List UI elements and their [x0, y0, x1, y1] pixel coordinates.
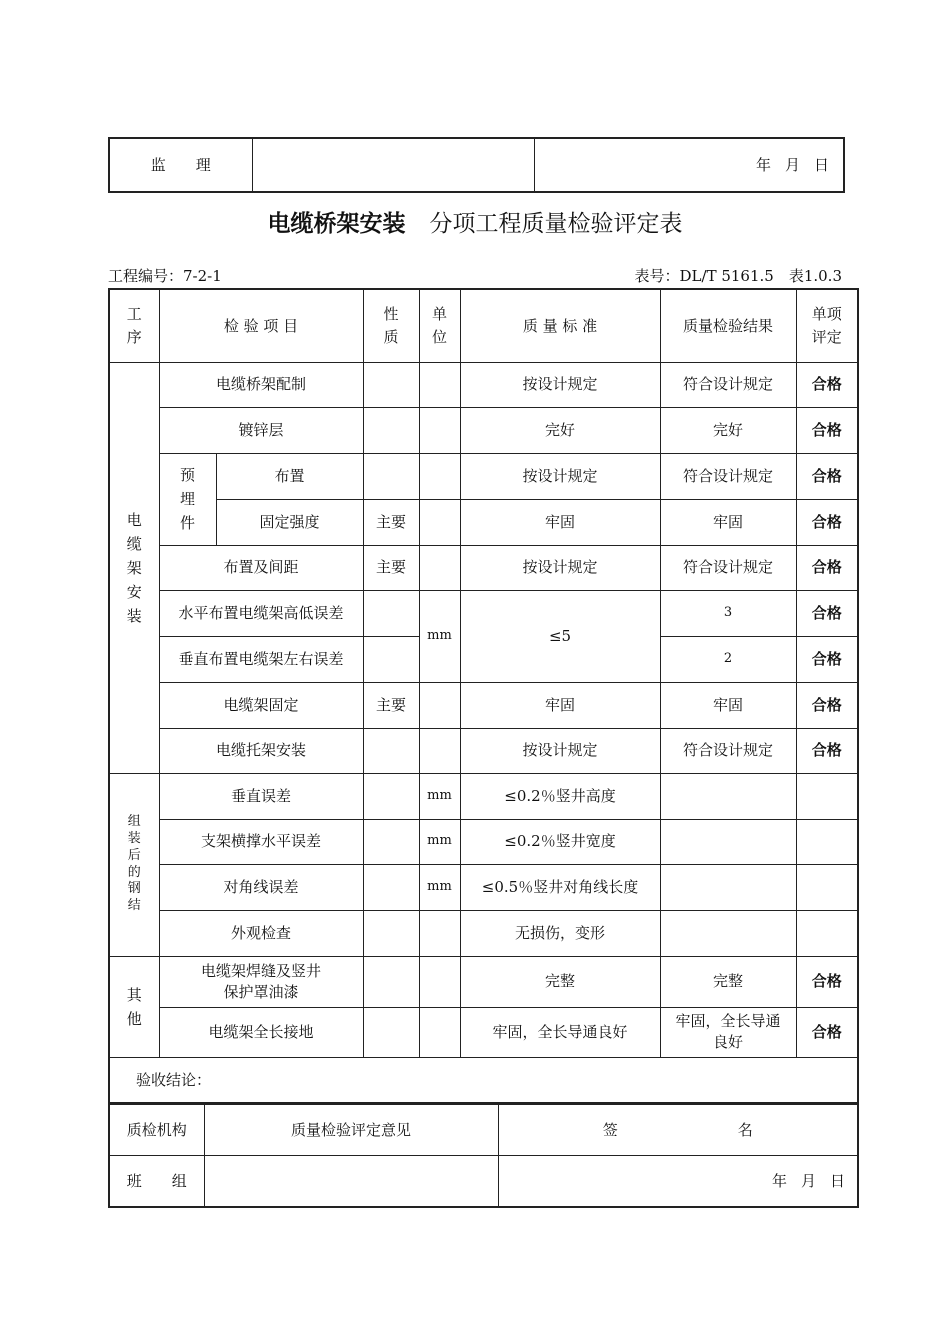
- row-rating[interactable]: [796, 864, 858, 910]
- group-cable-rack: 电 缆 架 安 装: [109, 362, 159, 773]
- supervisor-label: 监 理: [109, 138, 252, 192]
- table-row: [109, 453, 858, 499]
- qc-opinion-label: 质量检验评定意见: [204, 1104, 498, 1156]
- title-sub: 分项工程质量检验评定表: [429, 211, 683, 237]
- inspection-table: [108, 288, 859, 1104]
- row-standard: 牢固: [460, 682, 660, 728]
- table-row: [109, 407, 858, 453]
- row-unit: [419, 910, 460, 956]
- page-title: [0, 205, 950, 238]
- row-nature[interactable]: [363, 636, 419, 682]
- row-result[interactable]: 牢固: [660, 499, 796, 545]
- conclusion-label[interactable]: 验收结论：: [109, 1057, 858, 1103]
- row-rating[interactable]: 合格: [796, 545, 858, 590]
- supervisor-cell[interactable]: [252, 138, 534, 192]
- signature-table: [108, 1103, 859, 1208]
- row-result[interactable]: 符合设计规定: [660, 453, 796, 499]
- row-nature[interactable]: [363, 728, 419, 773]
- row-item: 电缆架焊缝及竖井 保护罩油漆: [159, 956, 363, 1007]
- row-rating[interactable]: 合格: [796, 453, 858, 499]
- row-standard: 无损伤，变形: [460, 910, 660, 956]
- row-nature[interactable]: [363, 864, 419, 910]
- row-result[interactable]: 3: [660, 590, 796, 636]
- table-row: [109, 362, 858, 407]
- table-row: [109, 728, 858, 773]
- row-item: 外观检查: [159, 910, 363, 956]
- row-item: 支架横撑水平误差: [159, 819, 363, 864]
- table-row: [109, 956, 858, 1007]
- row-standard: ≤5: [460, 590, 660, 682]
- row-nature[interactable]: [363, 590, 419, 636]
- row-result[interactable]: [660, 819, 796, 864]
- row-item: 电缆托架安装: [159, 728, 363, 773]
- row-nature[interactable]: 主要: [363, 499, 419, 545]
- qc-org-label: 质检机构: [109, 1104, 204, 1156]
- group-other: 其 他: [109, 956, 159, 1057]
- row-item: 电缆桥架配制: [159, 362, 363, 407]
- table-row: [109, 910, 858, 956]
- header-nature: 性 质: [363, 289, 419, 362]
- row-rating[interactable]: 合格: [796, 407, 858, 453]
- row-unit: [419, 362, 460, 407]
- row-rating[interactable]: 合格: [796, 728, 858, 773]
- row-result[interactable]: 牢固: [660, 682, 796, 728]
- table-row: [109, 1007, 858, 1057]
- row-rating[interactable]: 合格: [796, 590, 858, 636]
- row-unit: [419, 1007, 460, 1057]
- row-nature[interactable]: [363, 1007, 419, 1057]
- row-result[interactable]: [660, 773, 796, 819]
- header-result: 质量检验结果: [660, 289, 796, 362]
- row-unit: [419, 453, 460, 499]
- row-unit: [419, 728, 460, 773]
- table-row: [109, 499, 858, 545]
- team-opinion-cell[interactable]: [204, 1156, 498, 1208]
- row-unit: mm: [419, 819, 460, 864]
- row-standard: 按设计规定: [460, 362, 660, 407]
- row-item: 水平布置电缆架高低误差: [159, 590, 363, 636]
- team-label: 班 组: [109, 1156, 204, 1208]
- group-steel-structure: 组 装 后 的 钢 结: [109, 773, 159, 956]
- table-row: [109, 590, 858, 636]
- row-rating[interactable]: 合格: [796, 1007, 858, 1057]
- row-rating[interactable]: 合格: [796, 956, 858, 1007]
- signature-label: 签 名: [498, 1104, 858, 1156]
- conclusion-row: [109, 1057, 858, 1103]
- row-unit: [419, 545, 460, 590]
- row-standard: ≤0.5％竖井对角线长度: [460, 864, 660, 910]
- header-unit: 单 位: [419, 289, 460, 362]
- row-unit: mm: [419, 864, 460, 910]
- row-standard: ≤0.2％竖井高度: [460, 773, 660, 819]
- row-nature[interactable]: [363, 453, 419, 499]
- header-row: [109, 289, 858, 362]
- row-unit: mm: [419, 773, 460, 819]
- row-item: 电缆架全长接地: [159, 1007, 363, 1057]
- row-nature[interactable]: [363, 910, 419, 956]
- title-main: 电缆桥架安装: [267, 211, 406, 237]
- header-rating: 单项 评定: [796, 289, 858, 362]
- row-result[interactable]: 符合设计规定: [660, 362, 796, 407]
- row-standard: 完好: [460, 407, 660, 453]
- row-result[interactable]: 符合设计规定: [660, 728, 796, 773]
- row-item: 对角线误差: [159, 864, 363, 910]
- row-standard: 按设计规定: [460, 728, 660, 773]
- row-item: 镀锌层: [159, 407, 363, 453]
- row-result[interactable]: [660, 864, 796, 910]
- row-rating[interactable]: 合格: [796, 682, 858, 728]
- row-unit: [419, 956, 460, 1007]
- header-item: 检 验 项 目: [159, 289, 363, 362]
- row-item: 布置: [216, 453, 363, 499]
- supervisor-date[interactable]: 年 月 日: [534, 138, 844, 192]
- row-item: 布置及间距: [159, 545, 363, 590]
- table-row: [109, 545, 858, 590]
- row-result[interactable]: 牢固，全长导通 良好: [660, 1007, 796, 1057]
- row-unit: mm: [419, 590, 460, 682]
- row-nature[interactable]: [363, 819, 419, 864]
- row-standard: 牢固: [460, 499, 660, 545]
- row-standard: 按设计规定: [460, 453, 660, 499]
- form-number: 表号：DL/T 5161.5 表1.0.3: [634, 267, 842, 285]
- table-row: [109, 864, 858, 910]
- row-item: 固定强度: [216, 499, 363, 545]
- row-rating[interactable]: [796, 819, 858, 864]
- row-unit: [419, 682, 460, 728]
- header-standard: 质 量 标 准: [460, 289, 660, 362]
- row-rating[interactable]: 合格: [796, 499, 858, 545]
- row-result[interactable]: 符合设计规定: [660, 545, 796, 590]
- row-result[interactable]: 2: [660, 636, 796, 682]
- row-rating[interactable]: [796, 773, 858, 819]
- table-row: [109, 773, 858, 819]
- supervisor-table: [108, 137, 845, 193]
- row-item: 垂直误差: [159, 773, 363, 819]
- row-unit: [419, 499, 460, 545]
- header-process: 工 序: [109, 289, 159, 362]
- row-item: 电缆架固定: [159, 682, 363, 728]
- row-standard: 完整: [460, 956, 660, 1007]
- row-rating[interactable]: [796, 910, 858, 956]
- row-rating[interactable]: 合格: [796, 636, 858, 682]
- row-standard: 按设计规定: [460, 545, 660, 590]
- row-result[interactable]: [660, 910, 796, 956]
- row-item: 垂直布置电缆架左右误差: [159, 636, 363, 682]
- table-row: [109, 682, 858, 728]
- row-nature[interactable]: [363, 956, 419, 1007]
- row-result[interactable]: 完好: [660, 407, 796, 453]
- team-date[interactable]: 年 月 日: [498, 1156, 858, 1208]
- row-nature[interactable]: [363, 407, 419, 453]
- row-standard: 牢固，全长导通良好: [460, 1007, 660, 1057]
- row-nature[interactable]: 主要: [363, 682, 419, 728]
- row-result[interactable]: 完整: [660, 956, 796, 1007]
- row-unit: [419, 407, 460, 453]
- row-rating[interactable]: 合格: [796, 362, 858, 407]
- subgroup-embedded: 预 埋 件: [159, 453, 216, 545]
- row-standard: ≤0.2％竖井宽度: [460, 819, 660, 864]
- row-nature[interactable]: [363, 362, 419, 407]
- row-nature[interactable]: 主要: [363, 545, 419, 590]
- table-row: [109, 819, 858, 864]
- project-number: 工程编号：7-2-1: [108, 267, 222, 285]
- row-nature[interactable]: [363, 773, 419, 819]
